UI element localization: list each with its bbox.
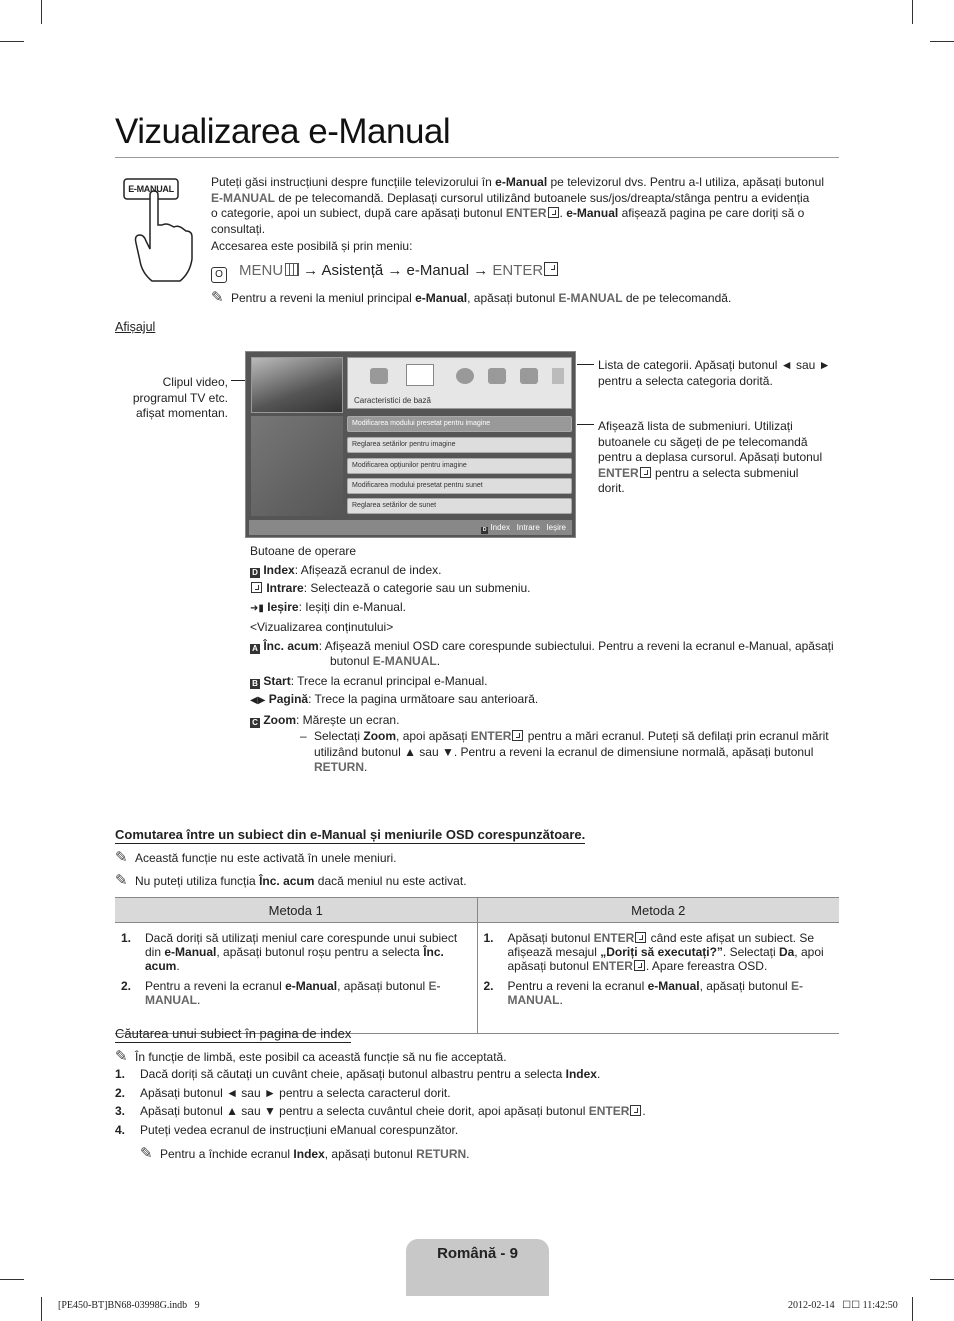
callout-line (577, 424, 594, 425)
footer-file: [PE450-BT]BN68-03998G.indb 9 (58, 1300, 200, 1311)
video-callout: Clipul video, programul TV etc. afișat momentan. (132, 375, 228, 420)
index-step-3: 3. Apăsați butonul ▲ sau ▼ pentru a selecta cuvântul cheie dorit, apoi apăsați butonul ENTER . (115, 1104, 646, 1118)
category-bar (347, 357, 572, 409)
enter-icon (635, 932, 646, 943)
index-step-2: 2. Apăsați butonul ◄ sau ► pentru a selecta caracterul dorit. (115, 1086, 451, 1100)
categories-callout: Lista de categorii. Apăsați butonul ◄ sau ► pentru a selecta categoria dorită. (598, 358, 831, 388)
left-right-icon: ◀▶ (250, 695, 266, 706)
category-label: Caracteristici de bază (354, 396, 431, 405)
menu-path: O MENU → Asistență → e-Manual → ENTER (211, 262, 559, 283)
note-pencil-icon: ✎ (140, 1145, 153, 1162)
a-button-icon: A (250, 644, 260, 654)
crop-mark (41, 0, 42, 24)
category-icon (552, 368, 564, 384)
title-divider (115, 157, 839, 158)
enter-icon (548, 207, 559, 218)
category-icon (488, 368, 506, 384)
enter-icon (544, 262, 558, 276)
submenu-item[interactable]: Modificarea opțiunilor pentru imagine (347, 458, 572, 474)
table-header: Metoda 2 (477, 898, 839, 923)
submenus-callout: Afișează lista de submeniuri. Utilizați butoanele cu săgeți de pe telecomandă pentru a deplasa cursorul. Apăsați butonul ENTER pentru a selecta submeniul dorit. (598, 419, 823, 495)
enter-icon (640, 467, 651, 478)
footer-date: 2012-02-14 ☐☐ 11:42:50 (788, 1300, 898, 1311)
c-button-icon: C (250, 718, 260, 728)
index-step-1: 1. Dacă doriți să căutați un cuvânt cheie, apăsați butonul albastru pentru a selecta Index. (115, 1067, 601, 1081)
note-pencil-icon: ✎ (115, 849, 128, 866)
intro-paragraph: Puteți găsi instrucțiuni despre funcțiile televizorului în e-Manual pe televizorul dvs. Pentru a-l utiliza, apăsați butonul E-MANUAL de pe telecomandă. Deplasați cursorul utilizând butoanele sus/jos/dreapta/stânga pentru a evidenția o categorie, apoi un subiect, după care apăsați butonul ENTER . e-Manual afișează pagina pe care doriți să o consultați. Accesarea este posibilă și prin meniu: (211, 175, 824, 253)
methods-table (115, 897, 839, 1034)
index-heading: Căutarea unui subiect în pagina de index (115, 1026, 352, 1041)
crop-mark (0, 41, 24, 42)
note-pencil-icon: ✎ (211, 289, 224, 306)
submenu-item[interactable]: Modificarea modului presetat pentru imagine (347, 416, 572, 432)
category-icon (520, 368, 538, 384)
page-title: Vizualizarea e-Manual (115, 112, 451, 151)
crop-mark (912, 0, 913, 24)
enter-icon (634, 960, 645, 971)
index-note: ✎ În funcție de limbă, este posibil ca această funcție să nu fie acceptată. (115, 1048, 507, 1065)
operating-buttons: Butoane de operare D Index: Afișează ecranul de index. Intrare: Selectează o categorie sau un submeniu. ➜▮ Ieșire: Ieșiți din e-Manual. <Vizualizarea conținutului> A Înc. acum: Afișează meniul OSD care corespunde subiectului. Pentru a reveni la ecranul e-Manual, apăsați butonul E-MANUAL. B Start: Trece la ecranul principal e-Manual. ◀▶ Pagină: Trece la pagina următoare sau anterioară. C Zoom: Mărește un ecran. – Selectați Zoom, apoi apăsați ENTER pentru a mări ecranul. Puteți să defilați prin ecranul mărit utilizând butonul ▲ sau ▼. Pentru a reveni la ecranul de dimensiune normală, apăsați butonul RETURN. (250, 544, 834, 774)
category-icon (456, 368, 474, 384)
enter-icon (630, 1105, 641, 1116)
category-icon (370, 368, 388, 384)
table-header: Metoda 1 (115, 898, 477, 923)
note-pencil-icon: ✎ (115, 872, 128, 889)
return-note: ✎ Pentru a reveni la meniul principal e-Manual, apăsați butonul E-MANUAL de pe telecomandă. (211, 289, 732, 306)
switch-note-2: ✎ Nu puteți utiliza funcția Înc. acum dacă meniul nu este activat. (115, 872, 467, 889)
display-heading: Afișajul (115, 320, 156, 334)
menu-symbol-icon: O (211, 267, 227, 283)
remote-button-label: E-MANUAL (128, 184, 174, 194)
category-icon (406, 364, 434, 386)
tv-illustration (251, 416, 343, 516)
b-button-icon: B (250, 679, 260, 689)
submenu-item[interactable]: Modificarea modului presetat pentru sunet (347, 478, 572, 494)
callout-line (577, 364, 594, 365)
switch-heading: Comutarea între un subiect din e-Manual și meniurile OSD corespunzătoare. (115, 827, 586, 842)
video-thumbnail (251, 357, 343, 413)
index-step-4: 4. Puteți vedea ecranul de instrucțiuni eManual corespunzător. (115, 1123, 459, 1137)
exit-icon: ➜▮ (250, 602, 264, 614)
enter-icon (512, 730, 523, 741)
submenu-item[interactable]: Reglarea setărilor pentru imagine (347, 437, 572, 453)
crop-mark (41, 1297, 42, 1321)
method-2-cell: 1. Apăsați butonul ENTER când este afișat un subiect. Se afișează mesajul „Doriți să executați?”. Selectați Da, apoi apăsați butonul ENTER . Apare fereastra OSD. 2. Pentru a reveni la ecranul e-Manual, apăsați butonul E-MANUAL. (477, 923, 839, 1034)
method-1-cell: 1. Dacă doriți să utilizați meniul care corespunde unui subiect din e-Manual, apăsați butonul roșu pentru a selecta Înc. acum. 2. Pentru a reveni la ecranul e-Manual, apăsați butonul E-MANUAL. (115, 923, 477, 1034)
remote-hand-icon (120, 173, 200, 285)
crop-mark (930, 1279, 954, 1280)
crop-mark (912, 1297, 913, 1321)
note-pencil-icon: ✎ (115, 1048, 128, 1065)
enter-icon (251, 582, 262, 593)
menu-grid-icon (285, 263, 299, 276)
index-close-note: ✎ Pentru a închide ecranul Index, apăsați butonul RETURN. (140, 1145, 470, 1162)
submenu-item[interactable]: Reglarea setărilor de sunet (347, 498, 572, 514)
crop-mark (930, 41, 954, 42)
screen-footer: D Index Intrare Ieșire (249, 520, 572, 535)
index-button-icon: D (250, 568, 260, 578)
crop-mark (0, 1279, 24, 1280)
switch-note-1: ✎ Această funcție nu este activată în unele meniuri. (115, 849, 397, 866)
page-number-badge: Română - 9 (406, 1239, 549, 1296)
emanual-screen (245, 351, 576, 538)
